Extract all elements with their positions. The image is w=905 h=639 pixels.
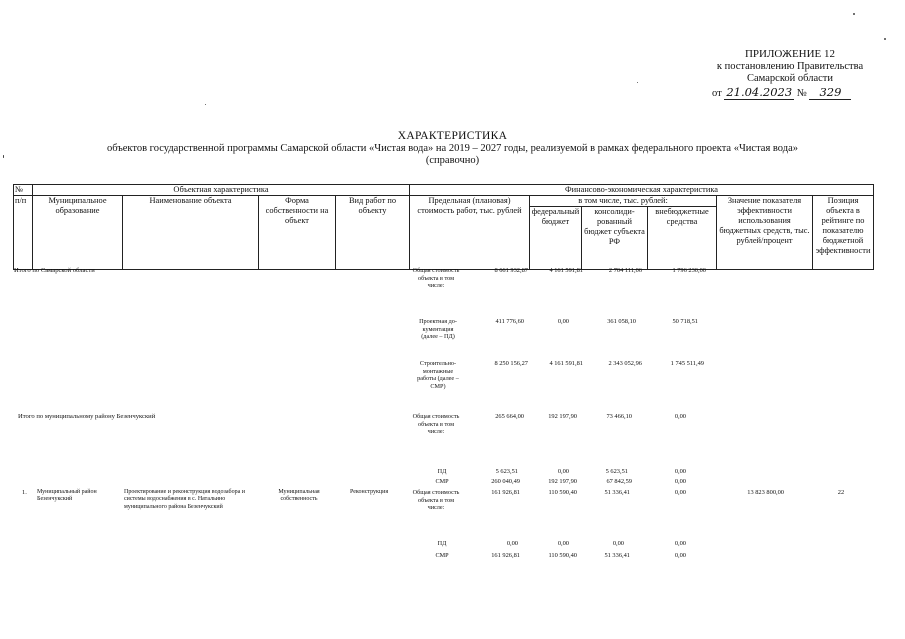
object-1-total-consolidated: 51 336,41 xyxy=(604,489,630,496)
object-1-num: 1. xyxy=(22,489,27,496)
district-total-cost-label: Общая стоимость объекта в том числе: xyxy=(412,413,460,436)
date-prefix: от xyxy=(712,87,722,99)
col-object-name: Наименование объекта xyxy=(123,196,259,270)
region-total-consolidated: 2 704 111,06 xyxy=(608,267,642,274)
col-extrabudget: внебюджетные средства xyxy=(648,207,717,270)
district-pd-consolidated: 5 623,51 xyxy=(605,468,628,475)
appendix-line-2: Самарской области xyxy=(747,73,833,84)
col-municipality: Муниципальное образование xyxy=(33,196,123,270)
district-smr-label: СМР xyxy=(435,478,449,485)
col-including: в том числе, тыс. рублей: xyxy=(530,196,717,207)
region-pd-cost: 411 776,60 xyxy=(495,318,524,325)
object-1-name: Проектирование и реконструкция водозабора и системы водоснабжения в с. Натальино муниципального района Безенчукский xyxy=(124,489,245,510)
region-pd-label: Проектная до-кументация (далее – ПД) xyxy=(419,318,457,341)
document-subtitle: объектов государственной программы Самарской области «Чистая вода» на 2019 – 2027 годы, реализуемой в рамках федерального проекта «Чистая вода» xyxy=(107,142,798,154)
object-1-work-type: Реконструкция xyxy=(350,489,389,495)
district-smr-cost: 260 040,49 xyxy=(491,478,520,485)
handwritten-number: 329 xyxy=(809,85,851,100)
col-indicator: Значение показателя эффективности использования бюджетных средств, тыс. рублей/процент xyxy=(717,196,813,270)
district-pd-federal: 0,00 xyxy=(557,468,569,475)
object-1-total-extrabudget: 0,00 xyxy=(674,489,686,496)
region-smr-consolidated: 2 343 052,96 xyxy=(608,360,642,367)
scan-speck xyxy=(884,38,886,40)
region-total-federal: 4 161 591,81 xyxy=(549,267,583,274)
col-ownership: Форма собственности на объект xyxy=(259,196,336,270)
region-total-extrabudget: 1 796 230,00 xyxy=(672,267,706,274)
col-num-top: № xyxy=(14,185,33,196)
col-num-bottom: п/п xyxy=(14,196,33,270)
appendix-block xyxy=(690,48,890,100)
region-smr-cost: 8 250 156,27 xyxy=(494,360,528,367)
scan-speck xyxy=(853,13,855,15)
scan-speck xyxy=(637,82,638,83)
district-smr-extrabudget: 0,00 xyxy=(674,478,686,485)
district-pd-extrabudget: 0,00 xyxy=(674,468,686,475)
object-1-indicator: 13 823 800,00 xyxy=(747,489,784,496)
object-1-pd-cost: 0,00 xyxy=(506,540,518,547)
object-1-municipality: Муниципальный район Безенчукский xyxy=(37,489,97,503)
object-1-total-cost: 161 926,81 xyxy=(491,489,520,496)
district-total-federal: 192 197,90 xyxy=(548,413,577,420)
district-smr-consolidated: 67 842,59 xyxy=(606,478,632,485)
scan-speck xyxy=(205,104,206,105)
number-prefix: № xyxy=(796,87,807,99)
appendix-title: ПРИЛОЖЕНИЕ 12 xyxy=(744,48,836,60)
group-object-characteristics: Объектная характеристика xyxy=(33,185,410,196)
object-1-smr-extrabudget: 0,00 xyxy=(674,552,686,559)
district-total-extrabudget: 0,00 xyxy=(674,413,686,420)
object-1-pd-extrabudget: 0,00 xyxy=(674,540,686,547)
document-heading xyxy=(0,130,905,168)
col-rating: Позиция объекта в рейтинге по показателю бюджетной эффективности xyxy=(813,196,874,270)
object-1-pd-federal: 0,00 xyxy=(557,540,569,547)
region-total-cost-label: Общая стоимость объекта в том числе: xyxy=(412,267,460,290)
region-smr-label: Строительно-монтажные работы (далее – СМР) xyxy=(417,360,459,390)
region-smr-extrabudget: 1 745 511,49 xyxy=(670,360,704,367)
object-1-smr-cost: 161 926,81 xyxy=(491,552,520,559)
object-1-total-federal: 110 590,40 xyxy=(548,489,577,496)
document-note: (справочно) xyxy=(425,155,480,166)
characteristics-table-header xyxy=(13,184,874,270)
group-financial-characteristics: Финансово-экономическая характеристика xyxy=(410,185,874,196)
district-pd-cost: 5 623,51 xyxy=(495,468,518,475)
region-pd-extrabudget: 50 718,51 xyxy=(672,318,698,325)
appendix-date-line xyxy=(690,86,890,101)
col-work-type: Вид работ по объекту xyxy=(336,196,410,270)
region-pd-consolidated: 361 058,10 xyxy=(607,318,636,325)
object-1-smr-federal: 110 590,40 xyxy=(548,552,577,559)
object-1-ownership: Муниципальная собственность xyxy=(278,489,320,503)
handwritten-date: 21.04.2023 xyxy=(726,84,793,99)
region-total-label: Итого по Самарской области xyxy=(14,267,95,274)
object-1-total-cost-label: Общая стоимость объекта в том числе: xyxy=(412,489,460,512)
region-total-cost: 8 661 932,87 xyxy=(494,267,528,274)
document-title: ХАРАКТЕРИСТИКА xyxy=(397,130,508,142)
appendix-line-1: к постановлению Правительства xyxy=(716,60,864,72)
object-1-smr-consolidated: 51 336,41 xyxy=(604,552,630,559)
col-federal: федеральный бюджет xyxy=(530,207,582,270)
object-1-pd-consolidated: 0,00 xyxy=(612,540,624,547)
region-smr-federal: 4 161 591,81 xyxy=(549,360,583,367)
district-smr-federal: 192 197,90 xyxy=(548,478,577,485)
col-cost: Предельная (плановая) стоимость работ, тыс. рублей xyxy=(410,196,530,270)
district-total-cost: 265 664,00 xyxy=(495,413,524,420)
col-consolidated: консолиди-рованный бюджет субъекта РФ xyxy=(582,207,648,270)
object-1-rating: 22 xyxy=(837,489,845,496)
object-1-pd-label: ПД xyxy=(437,540,447,547)
district-total-label: Итого по муниципальному району Безенчукский xyxy=(18,413,156,420)
district-pd-label: ПД xyxy=(437,468,447,475)
district-total-consolidated: 73 466,10 xyxy=(606,413,632,420)
region-pd-federal: 0,00 xyxy=(557,318,569,325)
object-1-smr-label: СМР xyxy=(435,552,449,559)
